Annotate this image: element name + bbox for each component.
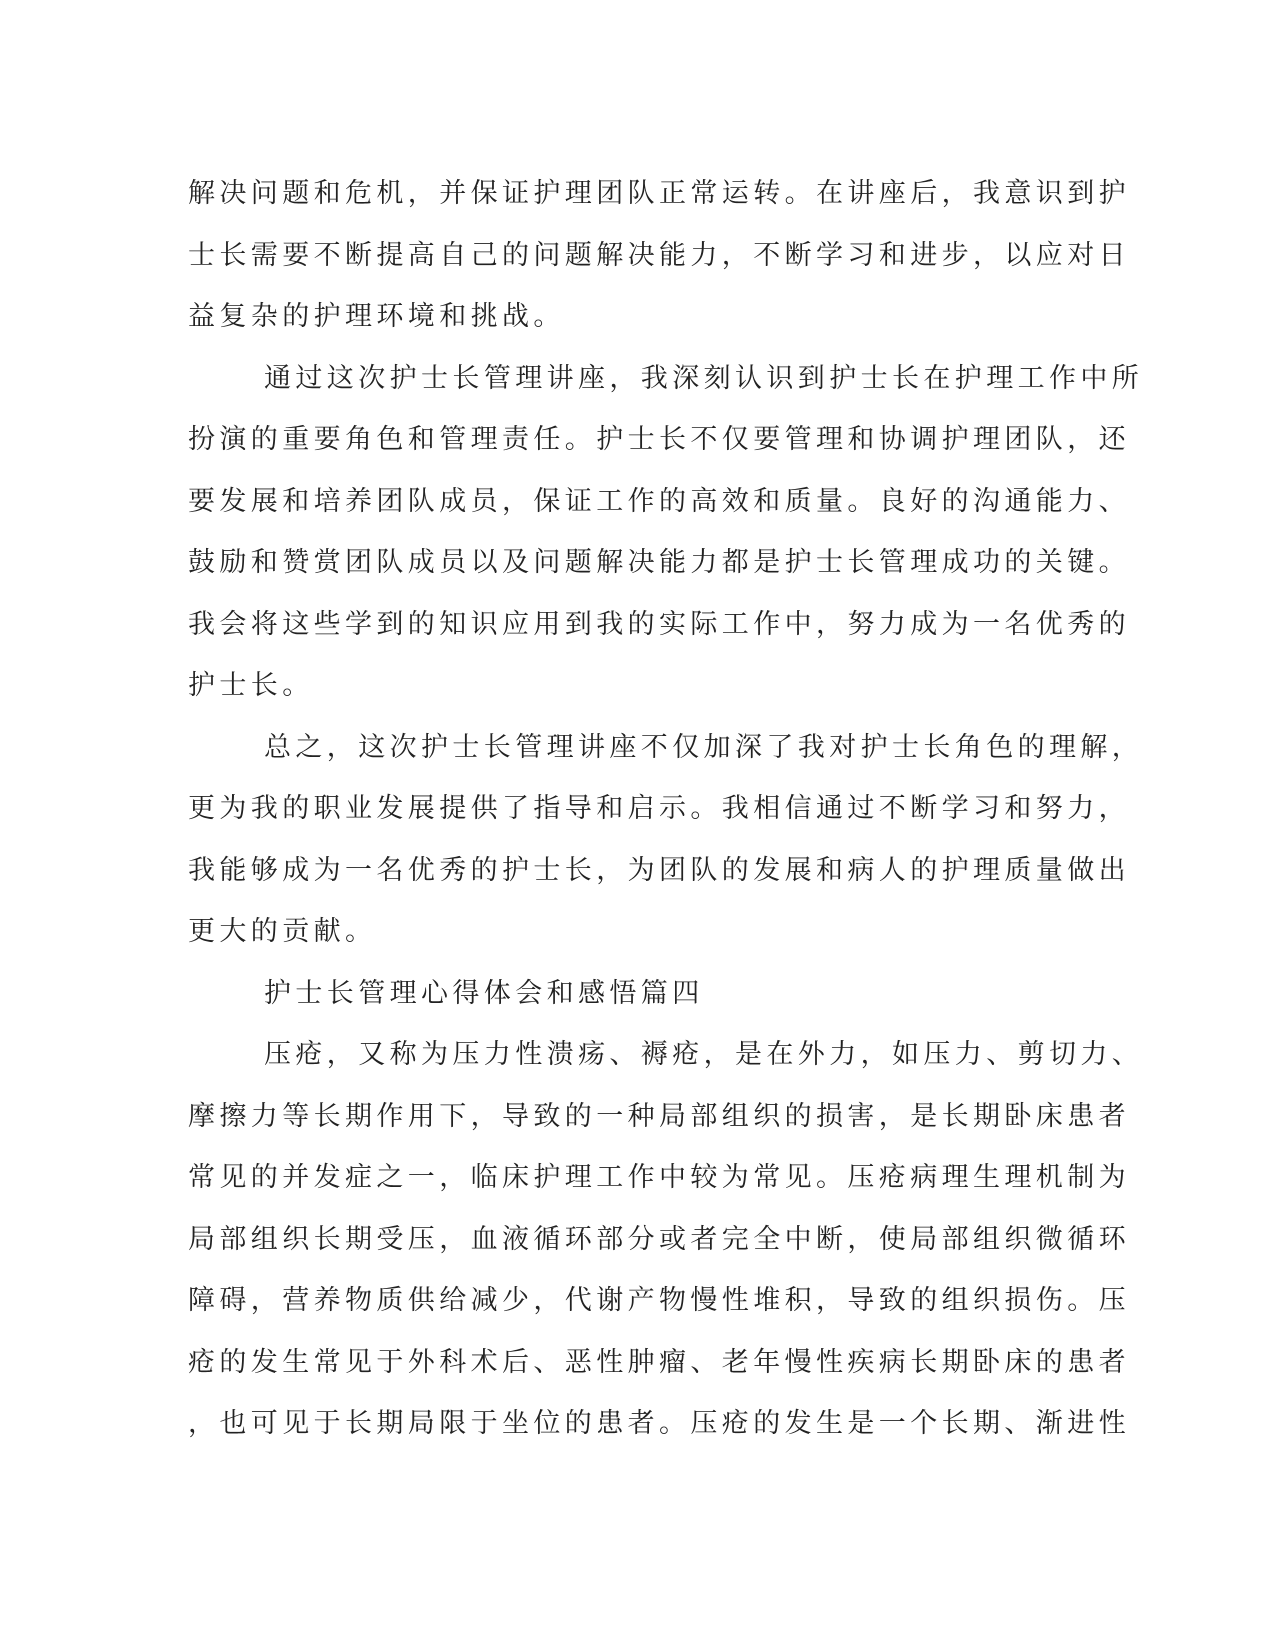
- section-heading: 护士长管理心得体会和感悟篇四: [264, 977, 704, 1009]
- text-line: 扮演的重要角色和管理责任。护士长不仅要管理和协调护理团队，还: [188, 424, 1130, 455]
- text-line: 益复杂的护理环境和挑战。: [188, 301, 565, 332]
- text-line: 局部组织长期受压，血液循环部分或者完全中断，使局部组织微循环: [188, 1223, 1130, 1255]
- text-line: ，也可见于长期局限于坐位的患者。压疮的发生是一个长期、渐进性: [188, 1408, 1130, 1439]
- text-line: 常见的并发症之一，临床护理工作中较为常见。压疮病理生理机制为: [188, 1162, 1130, 1193]
- text-line: 鼓励和赞赏团队成员以及问题解决能力都是护士长管理成功的关键。: [188, 547, 1130, 578]
- text-line: 护士长。: [188, 670, 314, 701]
- text-line: 解决问题和危机，并保证护理团队正常运转。在讲座后，我意识到护: [188, 178, 1130, 209]
- text-line: 士长需要不断提高自己的问题解决能力，不断学习和进步，以应对日: [188, 239, 1130, 271]
- text-line: 摩擦力等长期作用下，导致的一种局部组织的损害，是长期卧床患者: [188, 1100, 1130, 1132]
- text-line: 压疮，又称为压力性溃疡、褥疮，是在外力，如压力、剪切力、: [264, 1039, 1144, 1070]
- document-body: [188, 163, 1144, 1455]
- text-line: 我会将这些学到的知识应用到我的实际工作中，努力成为一名优秀的: [188, 608, 1130, 640]
- text-line: 更为我的职业发展提供了指导和启示。我相信通过不断学习和努力，: [188, 793, 1130, 824]
- text-line: 通过这次护士长管理讲座，我深刻认识到护士长在护理工作中所: [264, 362, 1144, 394]
- text-line: 总之，这次护士长管理讲座不仅加深了我对护士长角色的理解，: [264, 731, 1144, 763]
- text-line: 疮的发生常见于外科术后、恶性肿瘤、老年慢性疾病长期卧床的患者: [188, 1346, 1130, 1378]
- text-line: 障碍，营养物质供给减少，代谢产物慢性堆积，导致的组织损伤。压: [188, 1285, 1130, 1316]
- text-line: 更大的贡献。: [188, 916, 377, 947]
- text-line: 要发展和培养团队成员，保证工作的高效和质量。良好的沟通能力、: [188, 485, 1130, 517]
- text-line: 我能够成为一名优秀的护士长，为团队的发展和病人的护理质量做出: [188, 854, 1130, 886]
